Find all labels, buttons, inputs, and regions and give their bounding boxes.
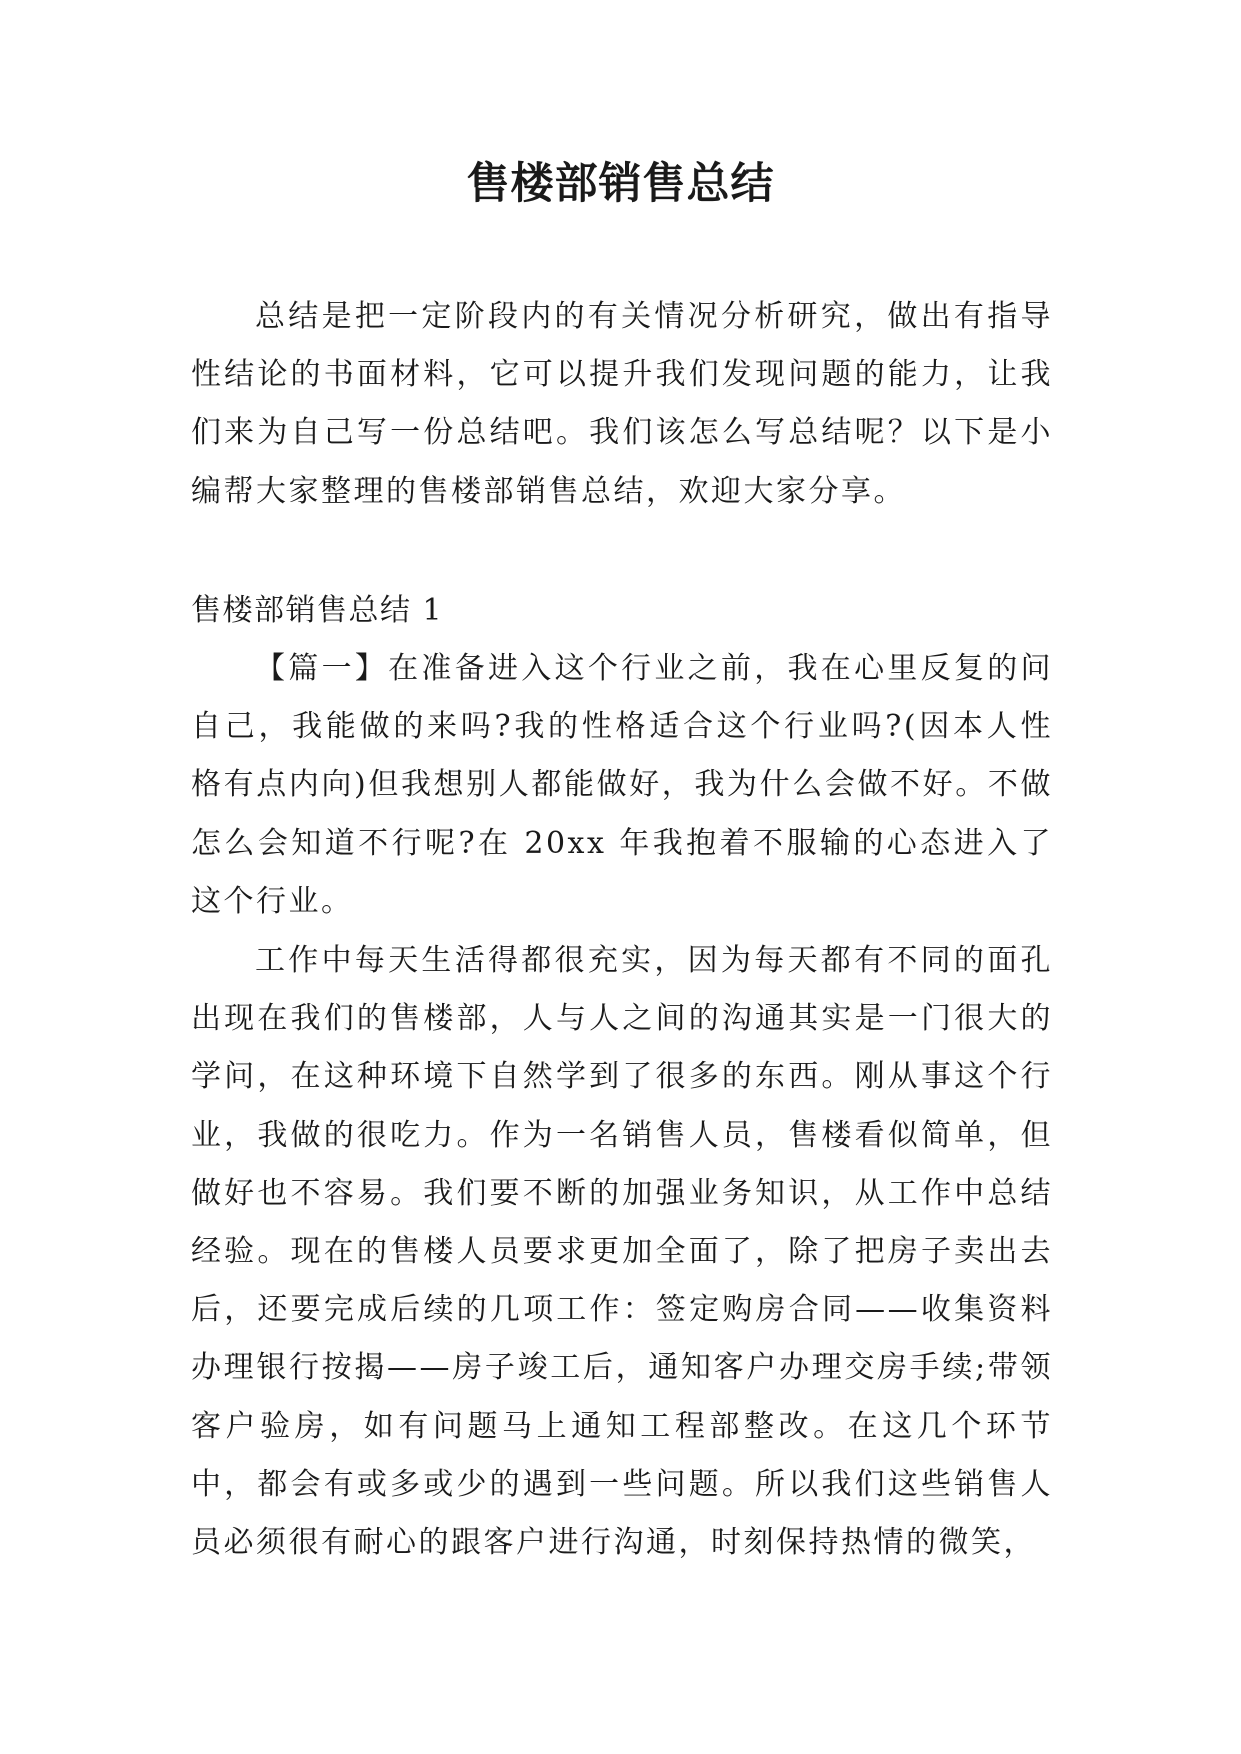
section-heading: 售楼部销售总结 1 bbox=[191, 593, 444, 628]
document-title: 售楼部销售总结 bbox=[466, 159, 775, 209]
intro-paragraph: 总结是把一定阶段内的有关情况分析研究，做出有指导性结论的书面材料，它可以提升我们发现问题的能力，让我们来为自己写一份总结吧。我们该怎么写总结呢？以下是小编帮大家整理的售楼部销售总结，欢迎大家分享。 bbox=[191, 299, 1053, 509]
body-paragraph-1: 【篇一】在准备进入这个行业之前，我在心里反复的问自己，我能做的来吗?我的性格适合这个行业吗?(因本人性格有点内向)但我想别人都能做好，我为什么会做不好。不做怎么会知道不行呢?在 20xx 年我抱着不服输的心态进入了这个行业。 bbox=[191, 651, 1053, 919]
body-paragraph-2: 工作中每天生活得都很充实，因为每天都有不同的面孔出现在我们的售楼部，人与人之间的沟通其实是一门很大的学问，在这种环境下自然学到了很多的东西。刚从事这个行业，我做的很吃力。作为一名销售人员，售楼看似简单，但做好也不容易。我们要不断的加强业务知识，从工作中总结经验。现在的售楼人员要求更加全面了，除了把房子卖出去后，还要完成后续的几项工作：签定购房合同——收集资料办理银行按揭——房子竣工后，通知客户办理交房手续;带领客户验房，如有问题马上通知工程部整改。在这几个环节中，都会有或多或少的遇到一些问题。所以我们这些销售人员必须很有耐心的跟客户进行沟通，时刻保持热情的微笑， bbox=[191, 943, 1053, 1561]
